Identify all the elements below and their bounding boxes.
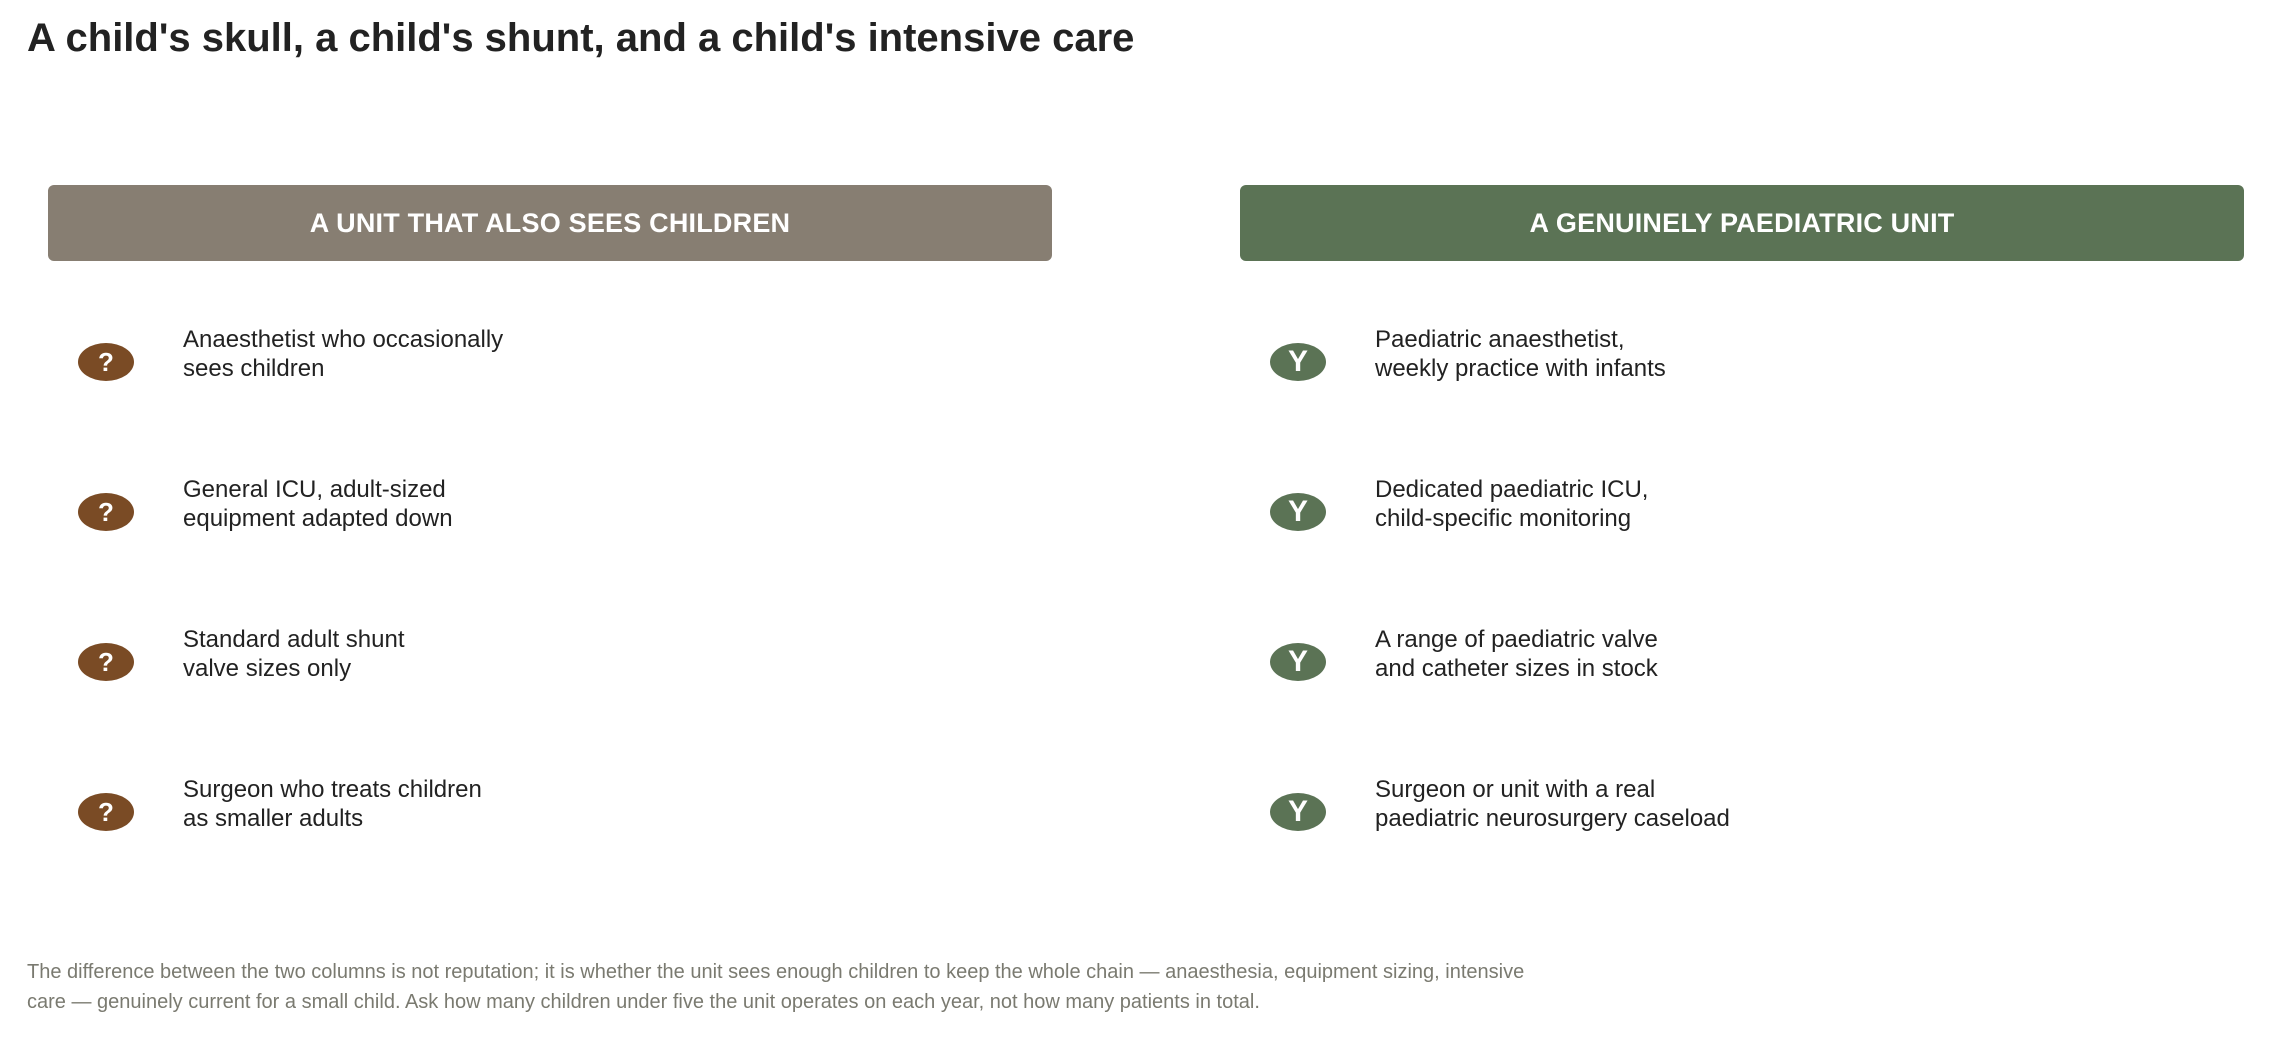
list-item bbox=[48, 623, 1052, 703]
item-text: Anaesthetist who occasionally sees children bbox=[183, 326, 504, 382]
list-item bbox=[1240, 773, 2244, 853]
question-mark-icon: ? bbox=[78, 793, 134, 831]
column-header-paediatric-unit: A GENUINELY PAEDIATRIC UNIT bbox=[1240, 185, 2244, 261]
item-text: General ICU, adult-sized equipment adapted down bbox=[183, 476, 453, 532]
list-item bbox=[1240, 473, 2244, 553]
list-item bbox=[1240, 623, 2244, 703]
item-text: Surgeon who treats children as smaller adults bbox=[183, 776, 482, 832]
column-paediatric-unit bbox=[1240, 185, 2244, 832]
list-item bbox=[1240, 323, 2244, 403]
item-text: Dedicated paediatric ICU, child-specific monitoring bbox=[1375, 476, 1649, 532]
question-mark-icon: ? bbox=[78, 643, 134, 681]
column-header-general-unit: A UNIT THAT ALSO SEES CHILDREN bbox=[48, 185, 1052, 261]
yes-icon: Y bbox=[1270, 793, 1326, 831]
list-item bbox=[48, 773, 1052, 853]
item-text: Surgeon or unit with a real paediatric neurosurgery caseload bbox=[1375, 776, 1730, 832]
page-title: A child's skull, a child's shunt, and a child's intensive care bbox=[27, 16, 1135, 60]
question-mark-icon: ? bbox=[78, 343, 134, 381]
yes-icon: Y bbox=[1270, 643, 1326, 681]
list-item bbox=[48, 323, 1052, 403]
item-text: Standard adult shunt valve sizes only bbox=[183, 626, 405, 682]
question-mark-icon: ? bbox=[78, 493, 134, 531]
item-text: Paediatric anaesthetist, weekly practice with infants bbox=[1375, 326, 1666, 382]
footnote: The difference between the two columns is not reputation; it is whether the unit sees enough children to keep the whole chain — anaesthesia, equipment sizing, intensive care — genuinely current for a small child. Ask how many children under five the unit operates on each year, not how many patients in total. bbox=[27, 961, 1525, 1013]
yes-icon: Y bbox=[1270, 343, 1326, 381]
column-general-unit bbox=[48, 185, 1052, 832]
yes-icon: Y bbox=[1270, 493, 1326, 531]
item-text: A range of paediatric valve and catheter sizes in stock bbox=[1375, 626, 1658, 682]
list-item bbox=[48, 473, 1052, 553]
